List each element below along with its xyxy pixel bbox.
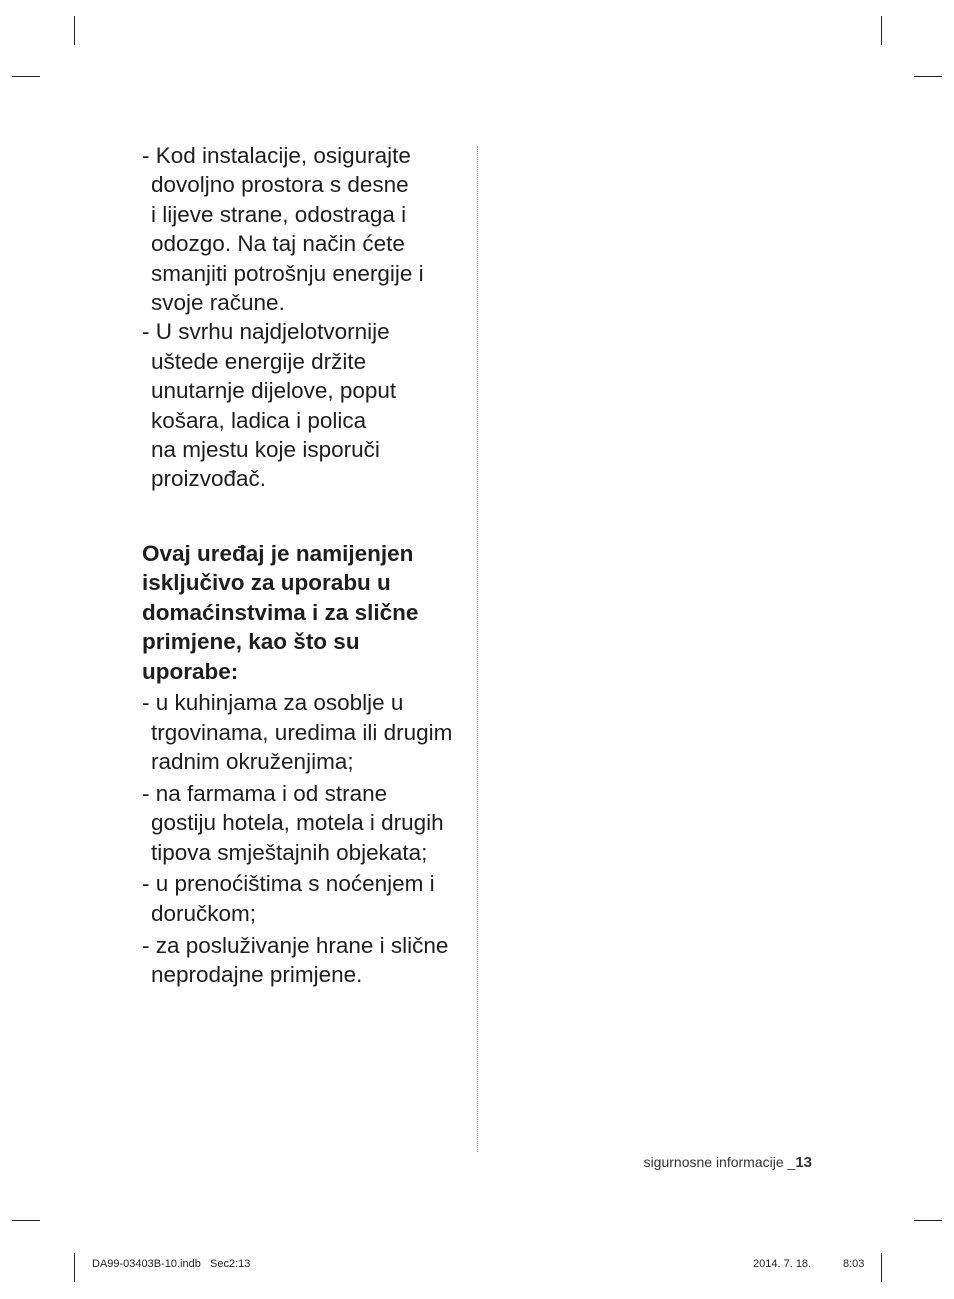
footer-section-label: sigurnosne informacije _: [643, 1154, 796, 1170]
intro-item-continuation-line: odozgo. Na taj način ćete: [151, 231, 405, 257]
intro-item-continuation-line: košara, ladica i polica: [151, 407, 367, 433]
usage-item-continuation-line: gostiju hotela, motela i drugih: [151, 810, 444, 836]
intro-item-first-line: - Kod instalacije, osigurajte: [142, 143, 411, 168]
slug-time: 8:03: [843, 1258, 865, 1270]
usage-item: [142, 931, 472, 990]
usage-item: [142, 779, 472, 868]
main-column: [142, 141, 472, 990]
usage-item-continuation-line: tipova smještajnih objekata;: [151, 839, 428, 865]
usage-item: [142, 688, 472, 777]
intro-item-continuation-line: proizvođač.: [151, 466, 267, 492]
usage-heading: Ovaj uređaj je namijenjen isključivo za uporabu u domaćinstvima i za slične primjene, kao što su uporabe:: [142, 540, 419, 684]
crop-mark-right-bottom: [914, 1220, 942, 1221]
intro-item: [142, 317, 472, 493]
usage-item: [142, 869, 472, 928]
intro-item-continuation-line: smanjiti potrošnju energije i: [151, 260, 424, 286]
usage-item-continuation-line: doručkom;: [151, 901, 257, 927]
intro-item-continuation-line: i lijeve strane, odostraga i: [151, 201, 407, 227]
intro-item-continuation-line: unutarnje dijelove, poput: [151, 378, 397, 404]
usage-list: [142, 688, 472, 990]
crop-mark-right-top: [914, 76, 942, 77]
column-divider: [477, 146, 478, 1152]
usage-item-continuation-line: radnim okruženjima;: [151, 749, 354, 775]
crop-mark-top-right: [881, 16, 882, 45]
crop-mark-bottom-right: [881, 1253, 882, 1282]
intro-list: [142, 141, 472, 494]
page-footer: [644, 1154, 812, 1171]
slug-date: 2014. 7. 18.: [753, 1258, 812, 1270]
page-number: 13: [795, 1154, 812, 1171]
intro-item-continuation-line: na mjestu koje isporuči: [151, 437, 380, 463]
usage-item-first-line: - u kuhinjama za osoblje u: [142, 689, 404, 715]
usage-item-continuation-line: trgovinama, uredima ili drugim: [151, 719, 453, 745]
crop-mark-top-left: [74, 16, 75, 45]
crop-mark-bottom-left: [74, 1253, 75, 1282]
intro-item-continuation-line: dovoljno prostora s desne: [151, 172, 409, 198]
usage-item-first-line: - u prenoćištima s noćenjem i: [142, 871, 435, 897]
usage-item-first-line: - za posluživanje hrane i slične: [142, 932, 449, 958]
intro-item-continuation-line: svoje račune.: [151, 290, 285, 316]
slug-file-info: DA99-03403B-10.indb Sec2:13: [92, 1258, 251, 1270]
crop-mark-left-bottom: [12, 1220, 40, 1221]
usage-item-first-line: - na farmama i od strane: [142, 780, 388, 806]
intro-item-first-line: - U svrhu najdjelotvornije: [142, 319, 390, 345]
intro-item-continuation-line: uštede energije držite: [151, 348, 367, 374]
crop-mark-left-top: [12, 76, 40, 77]
usage-item-continuation-line: neprodajne primjene.: [151, 962, 363, 988]
intro-item: [142, 141, 472, 317]
